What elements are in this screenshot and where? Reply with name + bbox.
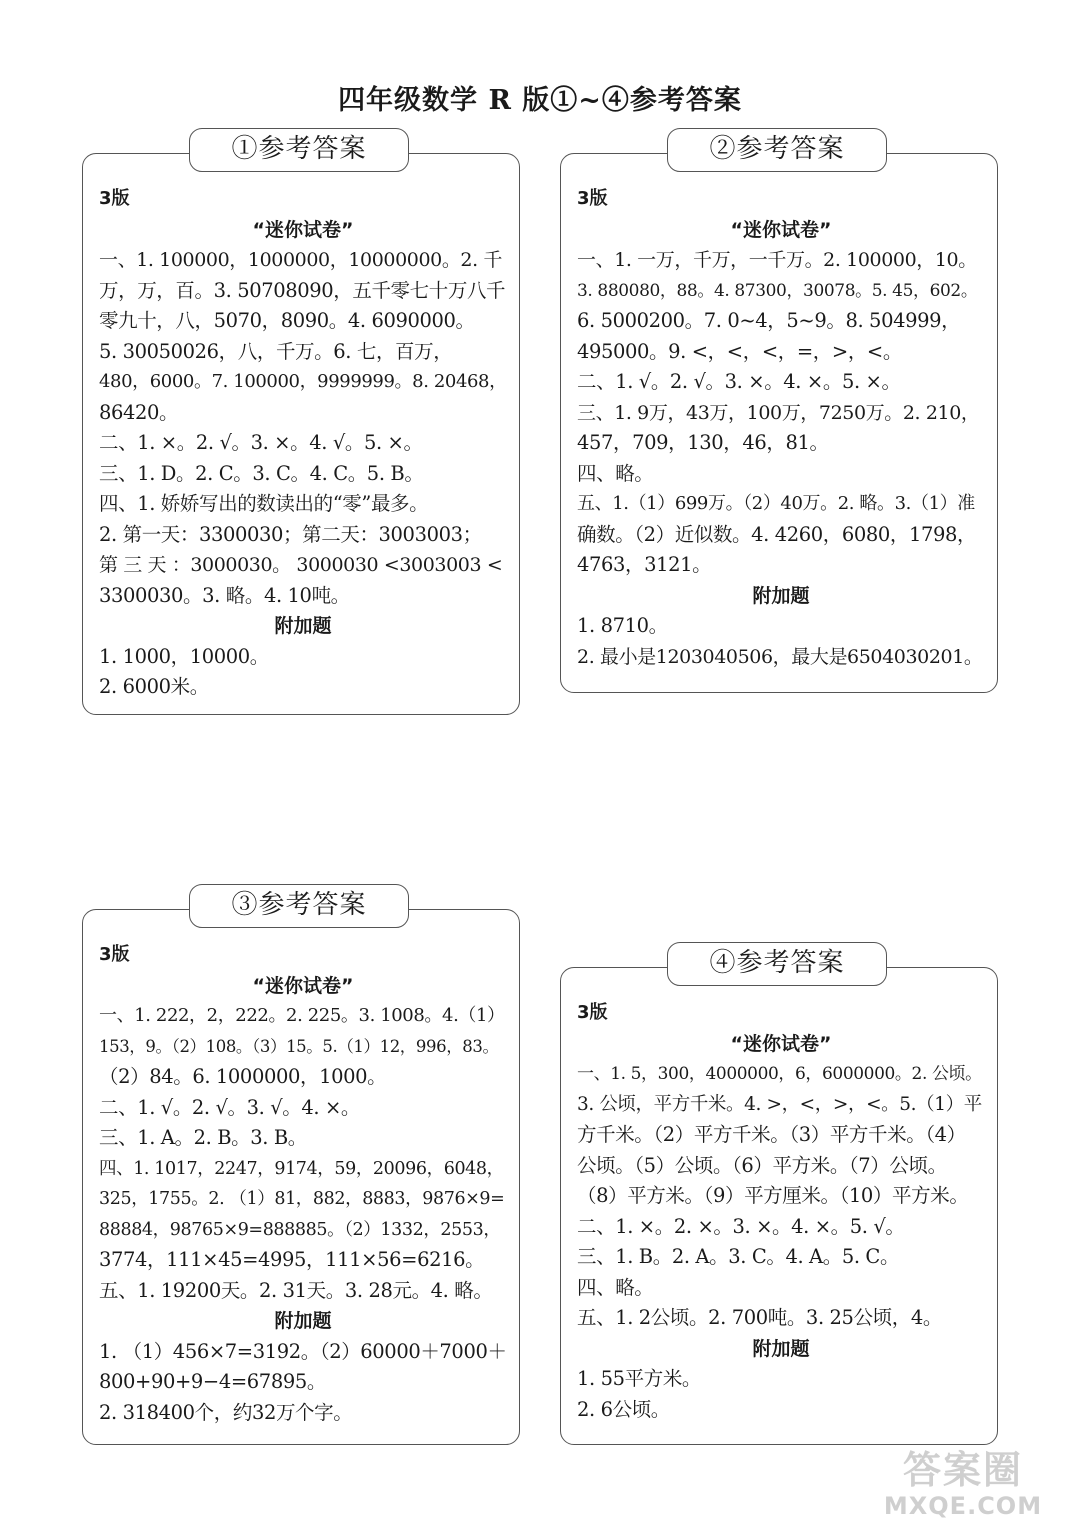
- answer-line: 2. 最小是1203040506，最大是6504030201。: [577, 645, 983, 668]
- page-title: 四年级数学 R 版①~④参考答案: [338, 85, 742, 116]
- answer-line: 三、1. D。2. C。3. C。4. C。5. B。: [99, 461, 424, 485]
- answer-line: 153，9。（2）108。（3）15。5.（1）12，996，83。: [99, 1036, 499, 1056]
- answer-line: 457，709，130，46，81。: [577, 431, 829, 454]
- bonus-heading: 附加题: [274, 615, 332, 637]
- version-label: 3版: [99, 944, 130, 965]
- answer-line: 二、1. √。2. √。3. ×。4. ×。5. ×。: [577, 370, 901, 393]
- answer-line: 2. 第一天：3300030；第二天：3003003；: [99, 522, 482, 546]
- answer-line: 二、1. √。2. √。3. √。4. ×。: [99, 1095, 361, 1119]
- answer-line: 公顷。（5）公顷。（6）平方米。（7）公顷。: [577, 1153, 947, 1177]
- answer-line: （2）84。6. 1000000，1000。: [99, 1065, 387, 1088]
- answer-line: 88884，98765×9=888885。（2）1332，2553，: [99, 1219, 501, 1240]
- answer-line: 三、1. B。2. A。3. C。4. A。5. C。: [577, 1245, 900, 1268]
- watermark-logo-text: 答案圈: [902, 1448, 1023, 1492]
- answer-line: 三、1. A。2. B。3. B。: [99, 1126, 307, 1149]
- answer-line: 2. 6公顷。: [577, 1397, 670, 1421]
- answer-line: 325，1755。2. （1）81，882，8883，9876×9=: [99, 1189, 505, 1209]
- section-heading: “迷你试卷”: [252, 974, 354, 997]
- answer-line: 2. 318400个，约32万个字。: [99, 1400, 353, 1424]
- version-label: 3版: [577, 188, 608, 209]
- answer-line: 二、1. ×。2. ×。3. ×。4. ×。5. √。: [577, 1214, 905, 1238]
- answer-line: 86420。: [99, 400, 179, 424]
- answer-line: 4763，3121。: [577, 553, 712, 576]
- answer-box-1: [82, 134, 520, 715]
- answer-line: 6. 5000200。7. 0~4，5~9。8. 504999，: [577, 309, 961, 332]
- answer-line: 3. 公顷，平方千米。4. >，<，>，<。5.（1）平: [577, 1093, 982, 1115]
- answer-line: 2. 6000米。: [99, 675, 209, 698]
- watermark-url: MXQE.COM: [883, 1492, 1043, 1520]
- answer-line: 一、1. 5，300，4000000，6，6000000。2. 公顷。: [577, 1064, 982, 1084]
- section-heading: “迷你试卷”: [730, 218, 832, 241]
- answer-box-3: [82, 890, 520, 1445]
- answer-line: 四、略。: [577, 461, 654, 485]
- answer-line: 五、1. 2公顷。2. 700吨。3. 25公顷，4。: [577, 1306, 942, 1329]
- bonus-heading: 附加题: [274, 1310, 332, 1332]
- answer-line: 3774，111×45=4995，111×56=6216。: [99, 1248, 485, 1271]
- answer-line: 1. 8710。: [577, 614, 668, 637]
- answer-line: 方千米。（2）平方千米。（3）平方千米。（4）: [577, 1123, 966, 1146]
- bonus-heading: 附加题: [752, 1337, 810, 1360]
- answer-line: 1. 1000，10000。: [99, 644, 269, 668]
- site-watermark: [858, 1448, 1068, 1520]
- version-label: 3版: [577, 1002, 608, 1023]
- section-tab-1: ①参考答案: [189, 128, 409, 172]
- answer-line: 五、1.（1）699万。（2）40万。2. 略。3.（1）准: [577, 493, 975, 514]
- bonus-heading: 附加题: [752, 584, 810, 607]
- answer-line: 二、1. ×。2. √。3. ×。4. √。5. ×。: [99, 431, 423, 454]
- answer-line: 495000。9. <，<，<，=，>，<。: [577, 339, 902, 363]
- answer-box-2: [560, 134, 998, 693]
- answer-line: 一、1. 100000，1000000，10000000。2. 千: [99, 249, 502, 271]
- answer-line: 万，万，百。3. 50708090，五千零七十万八千: [99, 278, 506, 302]
- answer-line: 5. 30050026，八，千万。6. 七，百万，: [99, 339, 453, 363]
- section-heading: “迷你试卷”: [730, 1032, 832, 1055]
- answer-line: 五、1. 19200天。2. 31天。3. 28元。4. 略。: [99, 1278, 493, 1302]
- answer-line: 一、1. 222，2，222。2. 225。3. 1008。4.（1）: [99, 1005, 505, 1026]
- answer-line: 零九十，八，5070，8090。4. 6090000。: [99, 309, 475, 332]
- answer-line: 一、1. 一万，千万，一千万。2. 100000，10。: [577, 249, 977, 271]
- answer-line: 1. 55平方米。: [577, 1367, 702, 1390]
- section-tab-2: ②参考答案: [667, 128, 887, 172]
- answer-line: 四、1. 娇娇写出的数读出的“零”最多。: [99, 492, 429, 515]
- answer-line: 第 三 天 ：3000030。 3000030 <3003003 <: [99, 554, 503, 576]
- answer-line: 480，6000。7. 100000，9999999。8. 20468，: [99, 371, 507, 392]
- version-label: 3版: [99, 188, 130, 209]
- answer-line: 3. 880080，88。4. 87300，30078。5. 45，602。: [577, 280, 978, 301]
- answer-line: 四、1. 1017，2247，9174，59，20096，6048，: [99, 1158, 504, 1179]
- answer-box-4: [560, 948, 998, 1445]
- answer-line: （8）平方米。（9）平方厘米。（10）平方米。: [577, 1184, 969, 1207]
- answer-line: 三、1. 9万，43万，100万，7250万。2. 210，: [577, 401, 980, 424]
- answer-line: 确数。（2）近似数。4. 4260，6080，1798，: [577, 522, 977, 546]
- answer-line: 1. （1）456×7=3192。（2）60000＋7000＋: [99, 1339, 507, 1363]
- answer-line: 3300030。3. 略。4. 10吨。: [99, 583, 350, 607]
- section-heading: “迷你试卷”: [252, 218, 354, 241]
- answer-line: 800+90+9−4=67895。: [99, 1370, 326, 1393]
- section-tab-4: ④参考答案: [667, 942, 887, 986]
- answer-line: 四、略。: [577, 1275, 654, 1299]
- section-tab-3: ③参考答案: [189, 884, 409, 928]
